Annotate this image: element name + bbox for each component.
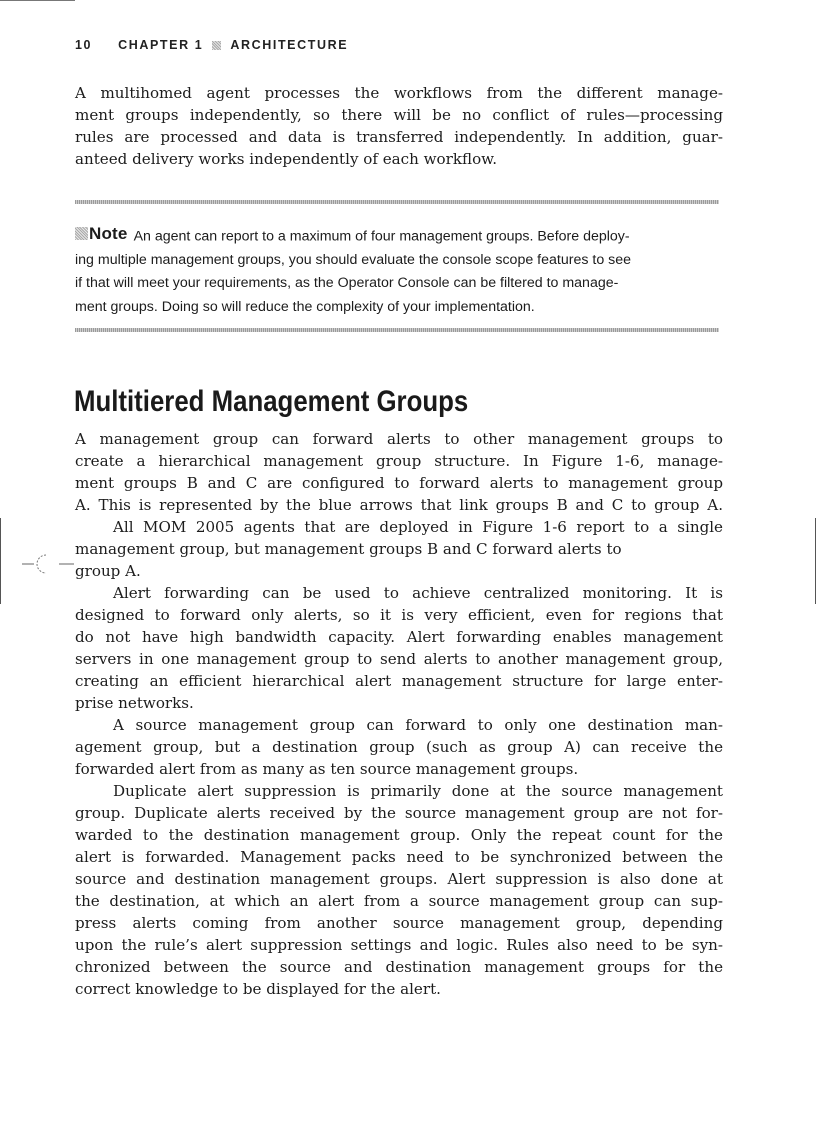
running-head [75,36,348,54]
text-line: alert is forwarded. Management packs need to be synchronized between the [75,848,723,866]
text-line: management group, but management groups B and C forward alerts to [75,540,622,558]
text-line: creating an efficient hierarchical alert management structure for large enter- [75,672,723,690]
text-line: servers in one management group to send alerts to another management group, [75,650,723,668]
chapter-label: CHAPTER 1 [118,38,204,52]
text-line: A. This is represented by the blue arrows that link groups B and C to group A. [75,496,723,514]
registration-mark-icon [22,550,74,578]
section-heading: Multitiered Management Groups [74,385,469,418]
note-text [75,222,719,319]
text-line: forwarded alert from as many as ten source management groups. [75,760,579,778]
text-line: group. Duplicate alerts received by the source management group are not for- [75,804,723,822]
note-bottom-rule [75,328,719,332]
section-body [75,428,723,1000]
text-line: upon the rule’s alert suppression settings and logic. Rules also need to be syn- [75,936,723,954]
note-line: if that will meet your requirements, as the Operator Console can be filtered to manage- [75,275,619,292]
text-line: A source management group can forward to only one destination man- [113,716,723,734]
text-line: ment groups independently, so there will be no conflict of rules—processing [75,106,723,124]
text-line: group A. [75,562,141,580]
text-line: anteed delivery works independently of each workflow. [75,150,498,168]
text-line: rules are processed and data is transferred independently. In addition, guar- [75,128,723,146]
text-line: agement group, but a destination group (such as group A) can receive the [75,738,723,756]
note-square-icon [75,227,88,240]
text-line: ment groups B and C are configured to forward alerts to management group [75,474,723,492]
note-first-line [75,222,719,249]
note-word: Note [89,224,128,243]
separator-square-icon [212,41,221,50]
text-line: Alert forwarding can be used to achieve centralized monitoring. It is [113,584,723,602]
text-line: warded to the destination management group. Only the repeat count for the [75,826,723,844]
text-line: chronized between the source and destination management groups for the [75,958,723,976]
text-line: designed to forward only alerts, so it is very efficient, even for regions that [75,606,723,624]
note-line: ment groups. Doing so will reduce the complexity of your implementation. [75,298,535,315]
text-line: A multihomed agent processes the workflows from the different manage- [75,84,723,102]
note-line: ing multiple management groups, you should evaluate the console scope features to see [75,251,632,268]
left-margin-mark [0,518,1,604]
note-box [75,200,719,332]
text-line: the destination, at which an alert from a source management group can sup- [75,892,723,910]
note-label [75,222,128,246]
top-crop-rule [0,0,75,1]
text-line: press alerts coming from another source management group, depending [75,914,723,932]
text-line: do not have high bandwidth capacity. Alert forwarding enables management [75,628,723,646]
text-line: A management group can forward alerts to other management groups to [75,430,723,448]
text-line: Duplicate alert suppression is primarily done at the source management [113,782,723,800]
intro-paragraph [75,82,723,170]
text-line: source and destination management groups. Alert suppression is also done at [75,870,723,888]
page-number: 10 [75,38,93,52]
chapter-title: ARCHITECTURE [230,38,349,52]
text-line: prise networks. [75,694,194,712]
text-line: correct knowledge to be displayed for the alert. [75,980,441,998]
note-line: An agent can report to a maximum of four management groups. Before deploy- [133,228,630,245]
text-line: create a hierarchical management group structure. In Figure 1-6, manage- [75,452,723,470]
note-top-rule [75,200,719,204]
text-line: All MOM 2005 agents that are deployed in Figure 1-6 report to a single [113,518,723,536]
